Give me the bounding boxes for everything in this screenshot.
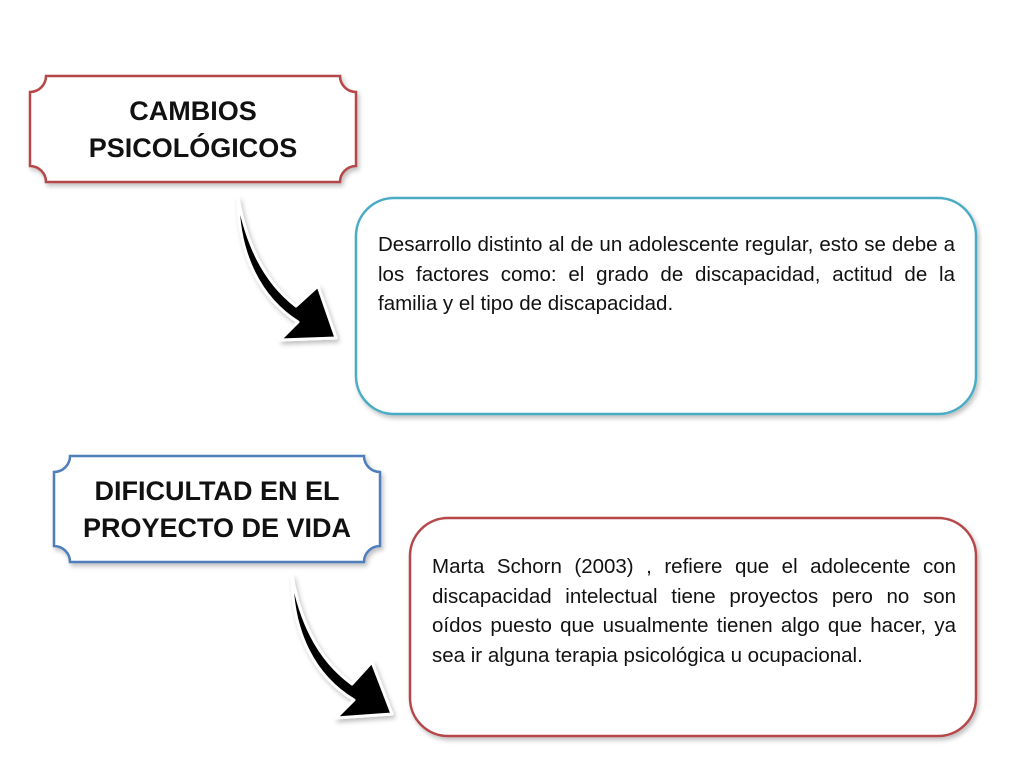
curved-down-right-arrow-icon: [292, 576, 392, 718]
section-body-dificultad-proyecto: Marta Schorn (2003) , refiere que el adolecente con discapacidad intelectual tiene proyectos pero no son oídos puesto que usualmente tienen algo que hacer, ya sea ir alguna terapia psicológica u ocupacional.: [432, 555, 956, 667]
section-body-cambios-psicologicos: Desarrollo distinto al de un adolescente regular, esto se debe a los factores como: el grado de discapacidad, actitud de la familia y el tipo de discapacidad.: [378, 233, 955, 315]
title-line: CAMBIOS: [129, 96, 257, 126]
title-line: PROYECTO DE VIDA: [82, 513, 352, 543]
curved-down-right-arrow-icon: [238, 198, 336, 340]
title-line: PSICOLÓGICOS: [88, 133, 298, 163]
section-title-dificultad-proyecto: [54, 458, 380, 562]
title-line: DIFICULTAD EN EL: [94, 476, 340, 506]
section-title-cambios-psicologicos: [30, 78, 356, 182]
